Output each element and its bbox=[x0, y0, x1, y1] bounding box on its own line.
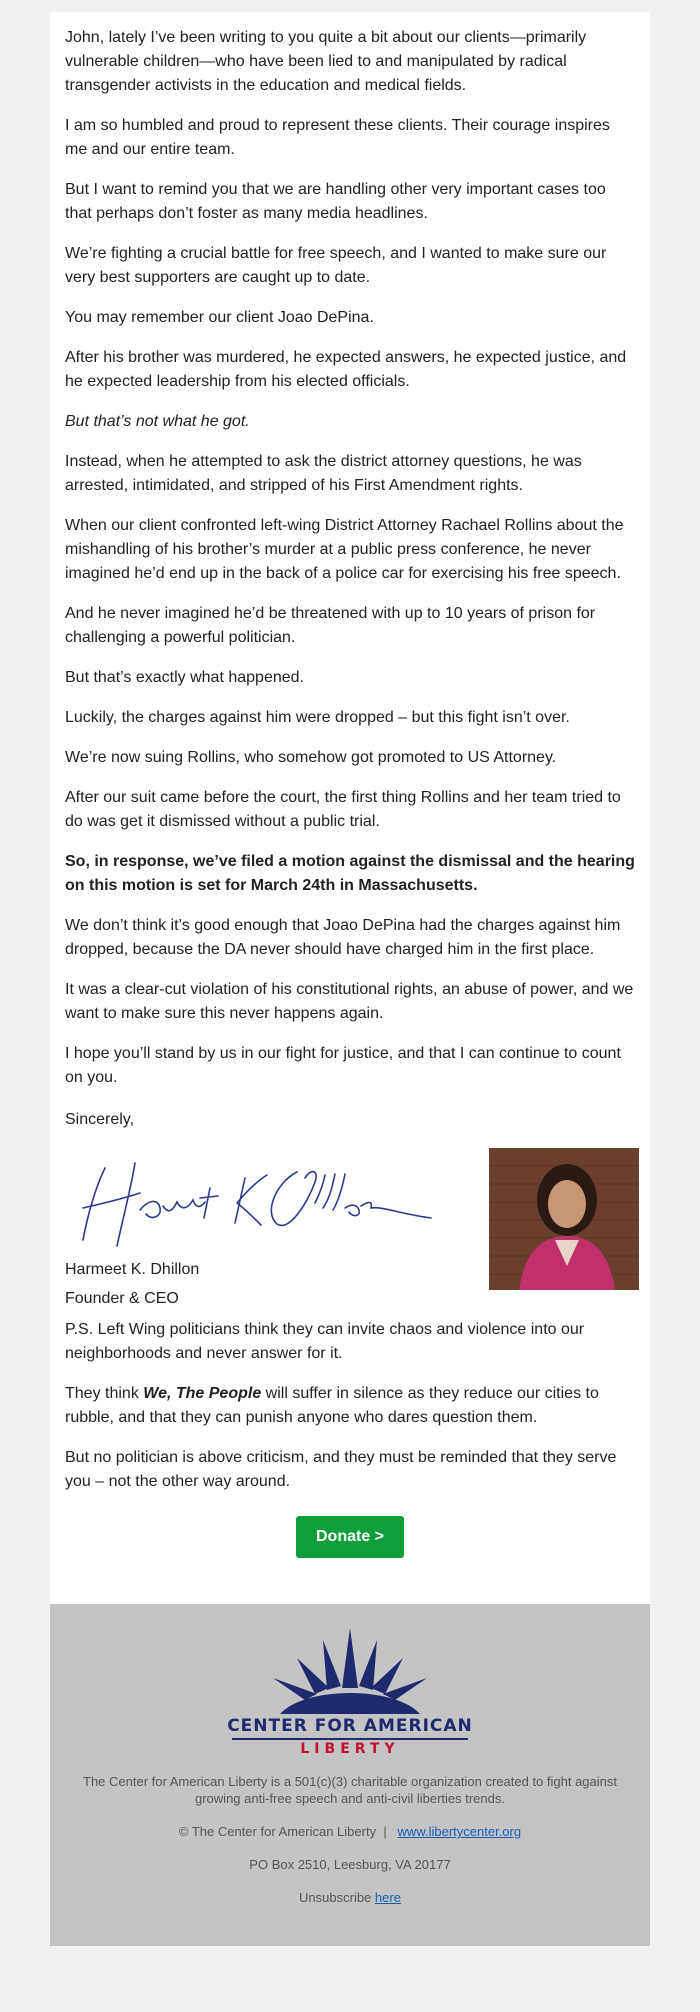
letter-paragraph: After his brother was murdered, he expected answers, he expected justice, and he expected leadership from his elected officials. bbox=[65, 349, 627, 390]
logo-divider bbox=[232, 1738, 468, 1740]
signer-title: Founder & CEO bbox=[65, 1290, 179, 1307]
letter-paragraph: When our client confronted left-wing District Attorney Rachael Rollins about the mishandling of his brother’s murder at a public press conference, he never imagined he’d end up in the back of a police car for exercising his free speech. bbox=[65, 517, 624, 582]
letter-paragraph: You may remember our client Joao DePina. bbox=[65, 309, 374, 326]
footer-description: The Center for American Liberty is a 501(c)(3) charitable organization created to fight against growing anti-free speech and anti-civil liberties trends. bbox=[83, 1774, 617, 1806]
letter-paragraph: But that’s not what he got. bbox=[65, 413, 250, 430]
letter-paragraph: And he never imagined he’d be threatened with up to 10 years of prison for challenging a powerful politician. bbox=[65, 605, 596, 646]
letter-paragraphs bbox=[65, 26, 635, 1090]
letter-paragraph: But I want to remind you that we are handling other very important cases too that perhaps don’t foster as many media headlines. bbox=[65, 181, 606, 222]
footer bbox=[50, 1604, 650, 1946]
footer-copyright: © The Center for American Liberty | www.libertycenter.org bbox=[178, 1824, 522, 1839]
unsubscribe-link[interactable]: here bbox=[374, 1890, 401, 1905]
letter-body bbox=[50, 12, 650, 1604]
closing: Sincerely, bbox=[65, 1111, 135, 1128]
letter-paragraph: We’re now suing Rollins, who somehow got promoted to US Attorney. bbox=[65, 749, 557, 766]
logo-text-line2: LIBERTY bbox=[300, 1741, 400, 1757]
letter-paragraph: So, in response, we’ve filed a motion against the dismissal and the hearing on this motion is set for March 24th in Massachusetts. bbox=[65, 853, 635, 894]
website-link[interactable]: www.libertycenter.org bbox=[397, 1824, 522, 1839]
letter-paragraph: Instead, when he attempted to ask the district attorney questions, he was arrested, intimidated, and stripped of his First Amendment rights. bbox=[65, 453, 582, 494]
footer-unsubscribe: Unsubscribe here bbox=[299, 1890, 401, 1905]
ps-line-1: P.S. Left Wing politicians think they can invite chaos and violence into our neighborhoods and never answer for it. bbox=[65, 1321, 585, 1362]
signature-block bbox=[65, 1148, 635, 1318]
letter-paragraph: We don’t think it’s good enough that Joao DePina had the charges against him dropped, because the DA never should have charged him in the first place. bbox=[65, 917, 621, 958]
signer-name: Harmeet K. Dhillon bbox=[65, 1261, 200, 1278]
letter-paragraph: I hope you’ll stand by us in our fight for justice, and that I can continue to count on you. bbox=[65, 1045, 621, 1086]
ps-line-3: But no politician is above criticism, and they must be reminded that they serve you – not the other way around. bbox=[65, 1449, 617, 1490]
letter-paragraph: After our suit came before the court, the first thing Rollins and her team tried to do was get it dismissed without a public trial. bbox=[65, 789, 621, 830]
letter-paragraph: John, lately I’ve been writing to you quite a bit about our clients—primarily vulnerable children—who have been lied to and manipulated by radical transgender activists in the education and medical fields. bbox=[65, 29, 587, 94]
signer-photo bbox=[489, 1148, 639, 1290]
letter-paragraph: Luckily, the charges against him were dropped – but this fight isn’t over. bbox=[65, 709, 570, 726]
logo-text-line1: CENTER FOR AMERICAN bbox=[227, 1716, 473, 1736]
donate-button[interactable]: Donate > bbox=[296, 1516, 404, 1558]
email-card bbox=[50, 12, 650, 1946]
donate-wrap bbox=[65, 1510, 635, 1604]
ps-line-2: They think We, The People will suffer in silence as they reduce our cities to rubble, and that they can punish anyone who dares question them. bbox=[65, 1385, 599, 1426]
liberty-sunburst-logo-icon bbox=[225, 1628, 475, 1714]
letter-paragraph: We’re fighting a crucial battle for free speech, and I wanted to make sure our very best supporters are caught up to date. bbox=[65, 245, 607, 286]
signature-image bbox=[65, 1148, 435, 1258]
letter-paragraph: I am so humbled and proud to represent these clients. Their courage inspires me and our entire team. bbox=[65, 117, 610, 158]
footer-address: PO Box 2510, Leesburg, VA 20177 bbox=[249, 1857, 451, 1872]
letter-paragraph: But that’s exactly what happened. bbox=[65, 669, 304, 686]
letter-paragraph: It was a clear-cut violation of his constitutional rights, an abuse of power, and we want to make sure this never happens again. bbox=[65, 981, 634, 1022]
